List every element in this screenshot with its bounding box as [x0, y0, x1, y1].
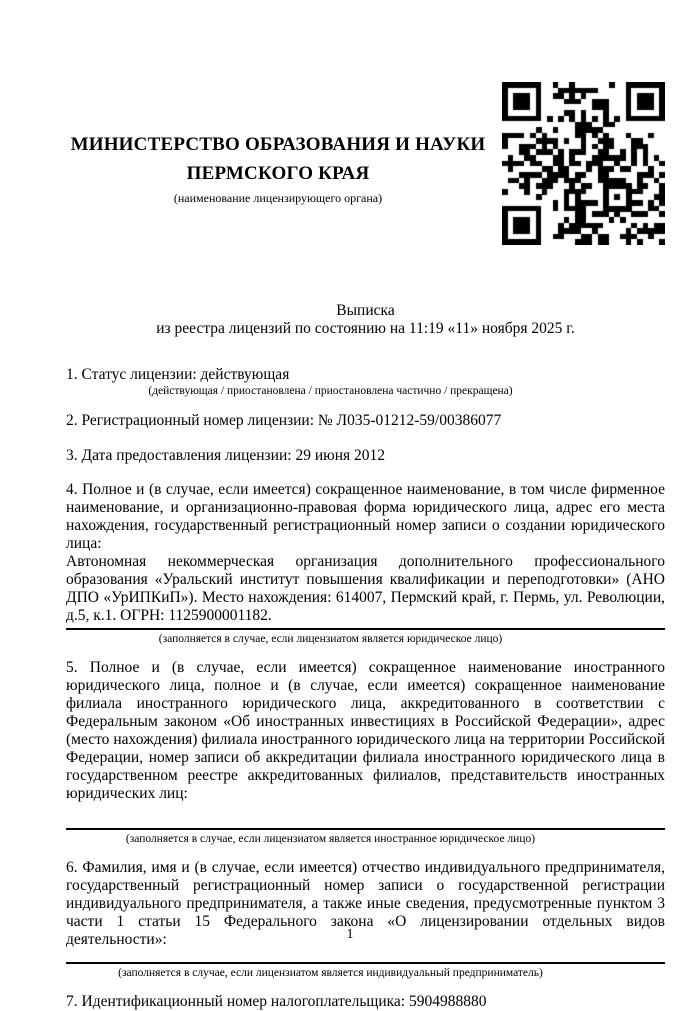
item-3-grant-date: 3. Дата предоставления лицензии: 29 июня 2012 [66, 447, 385, 464]
item-5-caption: (заполняется в случае, если лицензиатом является иностранное юридическое лицо) [125, 833, 536, 845]
item-1-license-status: 1. Статус лицензии: действующая [66, 366, 290, 383]
item-4-text: 4. Полное и (в случае, если имеется) сокращенное наименование, в том числе фирменное наименование, и организационно-правовая форма юридического лица, адрес его места нахождения, государственный регистрационный номер записи о создании юридического лица: [66, 481, 665, 552]
ministry-caption: (наименование лицензирующего органа) [173, 191, 383, 205]
item-5-foreign-entity [66, 659, 665, 847]
item-4-value: Автономная некоммерческая организация дополнительного профессионального образования «Уральский институт повышения квалификации и переподготовки» (АНО ДПО «УрИПКиП»). Место нахождения: 614007, Пермский край, г. Пермь, ул. Революции, д.5, к.1. ОГРН: 1125900001182. [66, 553, 665, 624]
item-4-fill-line [66, 628, 665, 630]
ministry-name-line2: ПЕРМСКОГО КРАЯ [186, 163, 370, 184]
item-4-caption: (заполняется в случае, если лицензиатом является юридическое лицо) [158, 633, 503, 645]
item-6-text: 6. Фамилия, имя и (в случае, если имеется) отчество индивидуального предпринимателя, государственный регистрационный номер записи о государственной регистрации индивидуального предпринимателя, а также иные сведения, предусмотренные пунктом 3 части 1 статьи 15 Федерального закона «О лицензировании отдельных видов деятельности»: [66, 859, 665, 948]
licensing-authority-block [66, 130, 490, 206]
item-6-fill-line [66, 962, 665, 964]
item-6-individual-entrepreneur [66, 859, 665, 981]
item-6-blank-space [66, 949, 665, 959]
item-2-registration-number: 2. Регистрационный номер лицензии: № Л035-01212-59/00386077 [66, 412, 502, 429]
qr-code-icon [502, 82, 665, 245]
item-6-caption: (заполняется в случае, если лицензиатом является индивидуальный предприниматель) [118, 967, 543, 979]
item-4-legal-entity [66, 481, 665, 647]
page-number: 1 [346, 927, 354, 942]
item-5-text: 5. Полное и (в случае, если имеется) сокращенное наименование иностранного юридического лица, полное и (в случае, если имеется) сокращенное наименование филиала иностранного юридического лица, аккредитованного в соответствии с Федеральным законом «Об иностранных инвестициях в Российской Федерации», адрес (место нахождения) филиала иностранного юридического лица на территории Российской Федерации, номер записи об аккредитации филиала иностранного юридического лица в государственном реестре аккредитованных филиалов, представительств иностранных юридических лиц: [66, 659, 665, 802]
document-title-line2: из реестра лицензий по состоянию на 11:19 «11» ноября 2025 г. [156, 320, 575, 337]
ministry-name-line1: МИНИСТЕРСТВО ОБРАЗОВАНИЯ И НАУКИ [70, 134, 486, 155]
item-5-blank-space [66, 803, 665, 825]
document-header [66, 82, 665, 245]
item-1-caption: (действующая / приостановлена / приостановлена частично / прекращена) [148, 385, 513, 397]
ministry-name [66, 130, 490, 188]
item-5-fill-line [66, 828, 665, 830]
document-title-line1: Выписка [336, 302, 395, 319]
item-7-taxpayer-number: 7. Идентификационный номер налогоплательщика: 5904988880 [66, 993, 487, 1010]
document-title [66, 302, 665, 338]
